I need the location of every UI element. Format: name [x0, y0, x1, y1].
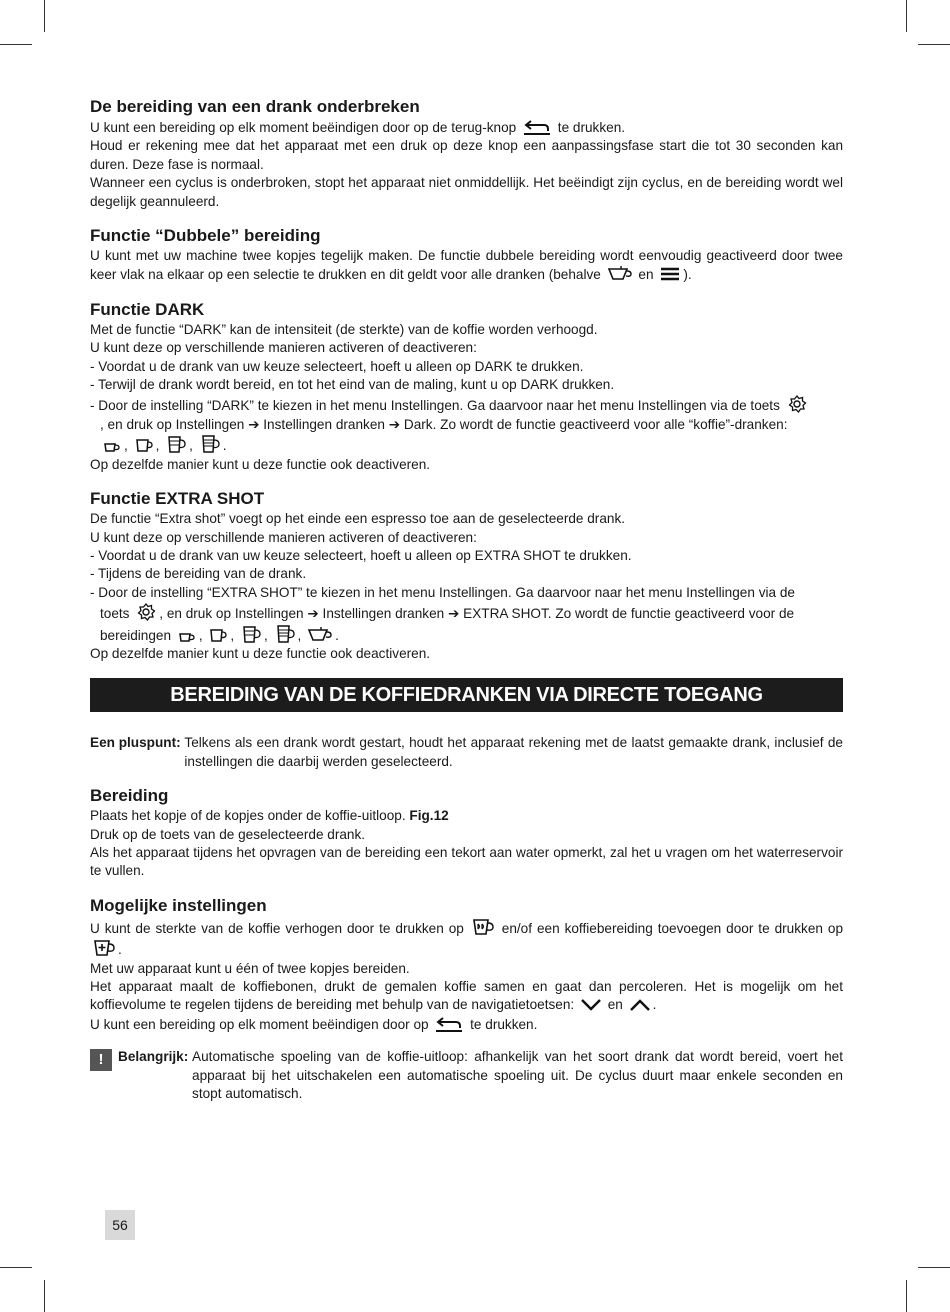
large-mug-icon: [274, 624, 296, 644]
plus-point-text: Telkens als een drank wordt gestart, houdt het apparaat rekening met de laatst gemaakte drank, inclusief de instellingen die daarbij werden geselecteerd.: [184, 735, 843, 769]
plus-point-label: Een pluspunt: [90, 735, 177, 751]
menu-icon: [659, 265, 681, 283]
section-title: De bereiding van een drank onderbreken: [90, 97, 420, 116]
large-cup-icon: [607, 265, 633, 283]
crop-mark: [44, 0, 45, 32]
page-content: [90, 96, 843, 1103]
warning-icon: !: [90, 1049, 112, 1071]
important-note: ! Belangrijk: Automatische spoeling van de koffie-uitloop: afhankelijk van het soort drank dat wordt bereid, voert het apparaat bij het uitschakelen een automatische spoeling uit. De cyclus duurt maar enkele seconden en stopt automatisch.: [90, 1048, 843, 1103]
section-settings: Mogelijke instellingen U kunt de sterkte van de koffie verhogen door te drukken op en/of een koffiebereiding toevoegen door te drukken op . Met uw apparaat kunt u één of twee kopjes bereiden. Het apparaat maalt de koffiebonen, drukt de gemalen koffie samen en gaat dan percoleren. Het is mogelijk om het koffievolume te regelen tijdens de bereiding met behulp van de navigatietoetsen: en . U kunt een bereiding op elk moment beëindigen door op te drukken.: [90, 895, 844, 1032]
coffee-cup-icon: [134, 436, 154, 454]
back-icon: [434, 1015, 464, 1033]
section-title: Bereiding: [90, 786, 169, 806]
crop-mark: [0, 1267, 32, 1268]
section-preparation: Bereiding Plaats het kopje of de kopjes onder de koffie-uitloop. Fig.12 Druk op de toets van de geselecteerde drank. Als het apparaat tijdens het opvragen van de bereiding een tekort aan water opmerkt, zal het u vragen om het waterreservoir te vullen.: [90, 786, 843, 879]
coffee-cup-icon: [208, 626, 228, 644]
figure-ref: Fig.12: [409, 808, 449, 824]
dark-icon: [471, 917, 495, 937]
important-text: Automatische spoeling van de koffie-uitloop: afhankelijk van het soort drank dat wordt bereid, voert het apparaat bij het uitschakelen een automatische spoeling uit. De cyclus duurt maar enkele seconden en stopt automatisch.: [192, 1049, 843, 1102]
chevron-down-icon: [580, 997, 602, 1013]
crop-mark: [906, 0, 907, 32]
section-title: Functie DARK: [90, 299, 205, 319]
section-title: Mogelijke instellingen: [90, 895, 267, 915]
crop-mark: [0, 44, 32, 45]
espresso-cup-icon: [177, 628, 197, 644]
section-banner: BEREIDING VAN DE KOFFIEDRANKEN VIA DIRECTE TOEGANG: [90, 678, 843, 712]
mug-icon: [240, 624, 262, 644]
section-title: Functie “Dubbele” bereiding: [90, 226, 321, 246]
back-icon: [522, 118, 552, 136]
section-extra-shot: Functie EXTRA SHOT De functie “Extra shot” voegt op het einde een espresso toe aan de geselecteerde drank. U kunt deze op verschillende manieren activeren of deactiveren: - Voordat u de drank van uw keuze selecteert, hoeft u alleen op EXTRA SHOT te drukken. - Tijdens de bereiding van de drank. - Door de instelling “EXTRA SHOT” te kiezen in het menu Instellingen. Ga daarvoor naar het menu Instellingen via de toets , en druk op Instellingen ➔ Instellingen dranken ➔ EXTRA SHOT. Zo wordt de functie geactiveerd voor de bereidingen , , , , . Op dezelfde manier kunt u deze functie ook deactiveren.: [90, 488, 843, 663]
page-number: 56: [105, 1210, 135, 1240]
gear-icon: [135, 602, 157, 622]
important-label: Belangrijk: [118, 1049, 184, 1065]
section-title: Functie EXTRA SHOT: [90, 489, 265, 509]
crop-mark: [906, 1280, 907, 1312]
plus-point-note: Een pluspunt: Telkens als een drank wordt gestart, houdt het apparaat rekening met de laatst gemaakte drank, inclusief de instellingen die daarbij werden geselecteerd.: [90, 734, 843, 771]
section-double: Functie “Dubbele” bereiding U kunt met uw machine twee kopjes tegelijk maken. De functie dubbele bereiding wordt eenvoudig geactiveerd door twee keer vlak na elkaar op een selectie te drukken en dit geldt voor alle dranken (behalve en ).: [90, 226, 843, 283]
extra-shot-icon: [92, 938, 116, 958]
large-cup-icon: [307, 626, 333, 644]
crop-mark: [918, 44, 950, 45]
gear-icon: [786, 394, 808, 414]
section-dark: Functie DARK Met de functie “DARK” kan de intensiteit (de sterkte) van de koffie worden verhoogd. U kunt deze op verschillende manieren activeren of deactiveren: - Voordat u de drank van uw keuze selecteert, hoeft u alleen op DARK te drukken. - Terwijl de drank wordt bereid, en tot het eind van de maling, kunt u op DARK drukken. - Door de instelling “DARK” te kiezen in het menu Instellingen. Ga daarvoor naar het menu Instellingen via de toets , en druk op Instellingen ➔ Instellingen dranken ➔ Dark. Zo wordt de functie geactiveerd voor alle “koffie”-dranken: , , , . Op dezelfde manier kunt u deze functie ook deactiveren.: [90, 299, 843, 474]
crop-mark: [44, 1280, 45, 1312]
chevron-up-icon: [629, 997, 651, 1013]
mug-icon: [165, 434, 187, 454]
espresso-cup-icon: [102, 438, 122, 454]
crop-mark: [918, 1267, 950, 1268]
section-interrupt: De bereiding van een drank onderbreken U kunt een bereiding op elk moment beëindigen door op de terug-knop te drukken. Houd er rekening mee dat het apparaat met een druk op deze knop een aanpassingsfase start die tot 30 seconden kan duren. Deze fase is normaal. Wanneer een cyclus is onderbroken, stopt het apparaat niet onmiddellijk. Het beëindigt zijn cyclus, en de bereiding wordt wel degelijk geannuleerd.: [90, 97, 843, 209]
large-mug-icon: [199, 434, 221, 454]
